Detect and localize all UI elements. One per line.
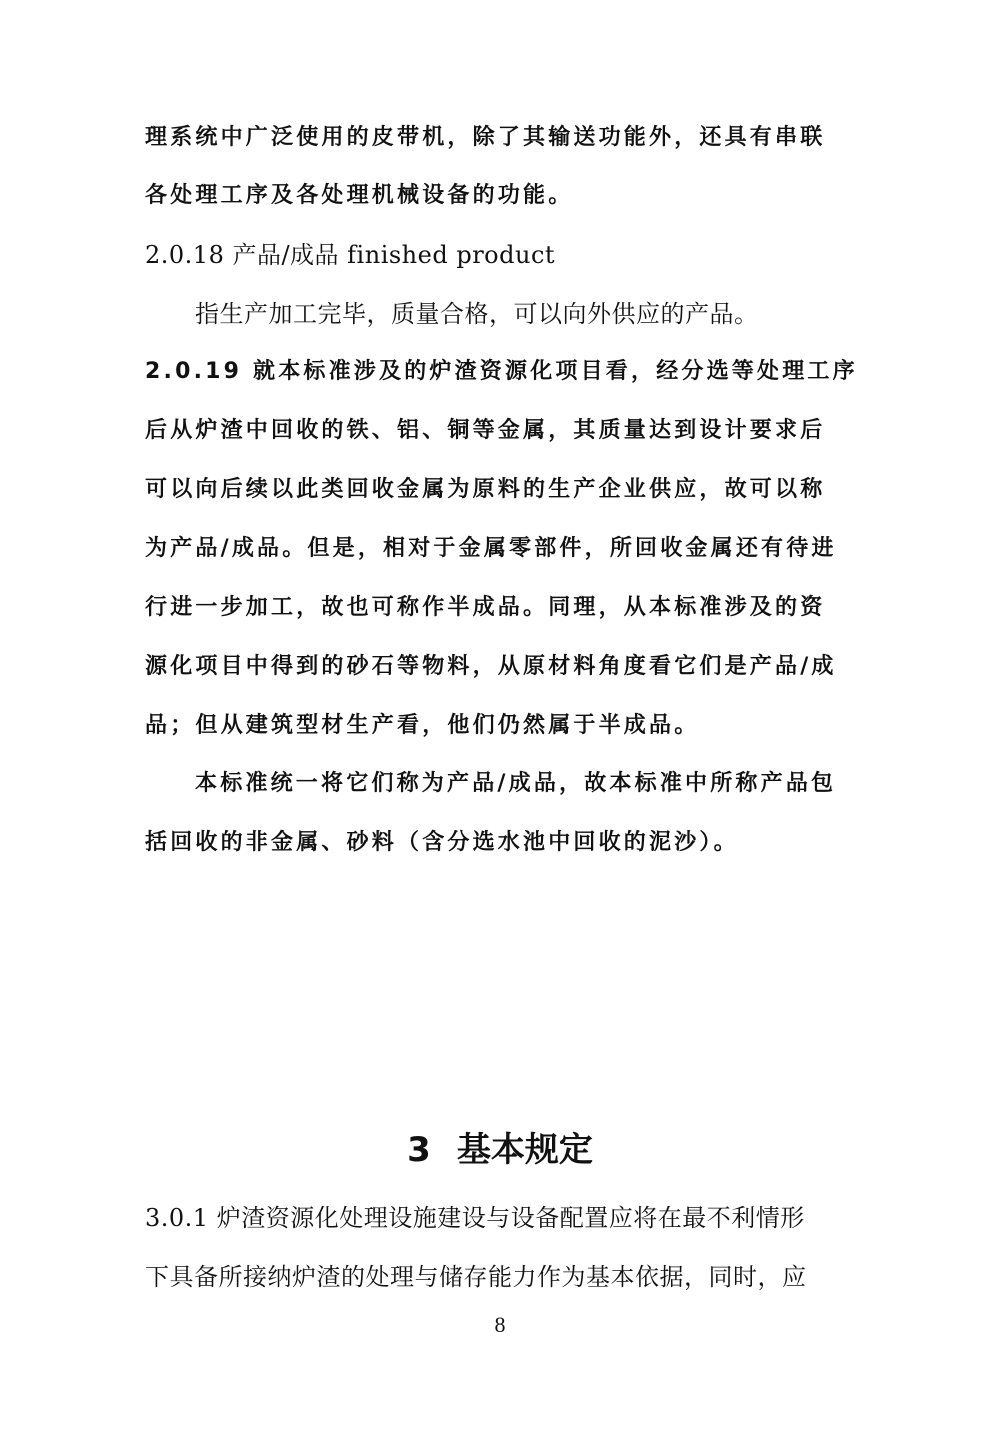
text-line-1: 理系统中广泛使用的皮带机，除了其输送功能外，还具有串联 — [145, 125, 826, 150]
text-line-2: 各处理工序及各处理机械设备的功能。 — [145, 183, 574, 208]
clause-2-0-19-line-3: 可以向后续以此类回收金属为原料的生产企业供应，故可以称 — [145, 477, 826, 502]
paragraph-line-1: 本标准统一将它们称为产品/成品，故本标准中所称产品包 — [195, 771, 837, 796]
chapter-title: 基本规定 — [456, 1130, 593, 1170]
clause-2-0-19-line-2: 后从炉渣中回收的铁、铝、铜等金属，其质量达到设计要求后 — [145, 418, 826, 443]
clause-3-0-1-line-2: 下具备所接纳炉渣的处理与储存能力作为基本依据，同时，应 — [145, 1263, 807, 1291]
clause-2-0-19-line-1: 2.0.19 就本标准涉及的炉渣资源化项目看，经分选等处理工序 — [145, 359, 858, 384]
clause-2-0-18-title: 2.0.18 产品/成品 finished product — [145, 241, 556, 269]
paragraph-line-2: 括回收的非金属、砂料（含分选水池中回收的泥沙）。 — [145, 830, 739, 855]
clause-2-0-18-text: 指生产加工完毕，质量合格，可以向外供应的产品。 — [195, 300, 759, 328]
page-number: 8 — [494, 1312, 506, 1337]
clause-2-0-19-line-5: 行进一步加工，故也可称作半成品。同理，从本标准涉及的资 — [145, 595, 826, 620]
clause-2-0-19-line-7: 品；但从建筑型材生产看，他们仍然属于半成品。 — [145, 713, 700, 738]
clause-3-0-1-line-1: 3.0.1 炉渣资源化处理设施建设与设备配置应将在最不利情形 — [145, 1204, 805, 1232]
clause-2-0-19-line-4: 为产品/成品。但是，相对于金属零部件，所回收金属还有待进 — [145, 536, 837, 561]
chapter-heading — [0, 1126, 1000, 1174]
chapter-number: 3 — [407, 1130, 431, 1170]
clause-2-0-19-line-6: 源化项目中得到的砂石等物料，从原材料角度看它们是产品/成 — [145, 654, 837, 679]
